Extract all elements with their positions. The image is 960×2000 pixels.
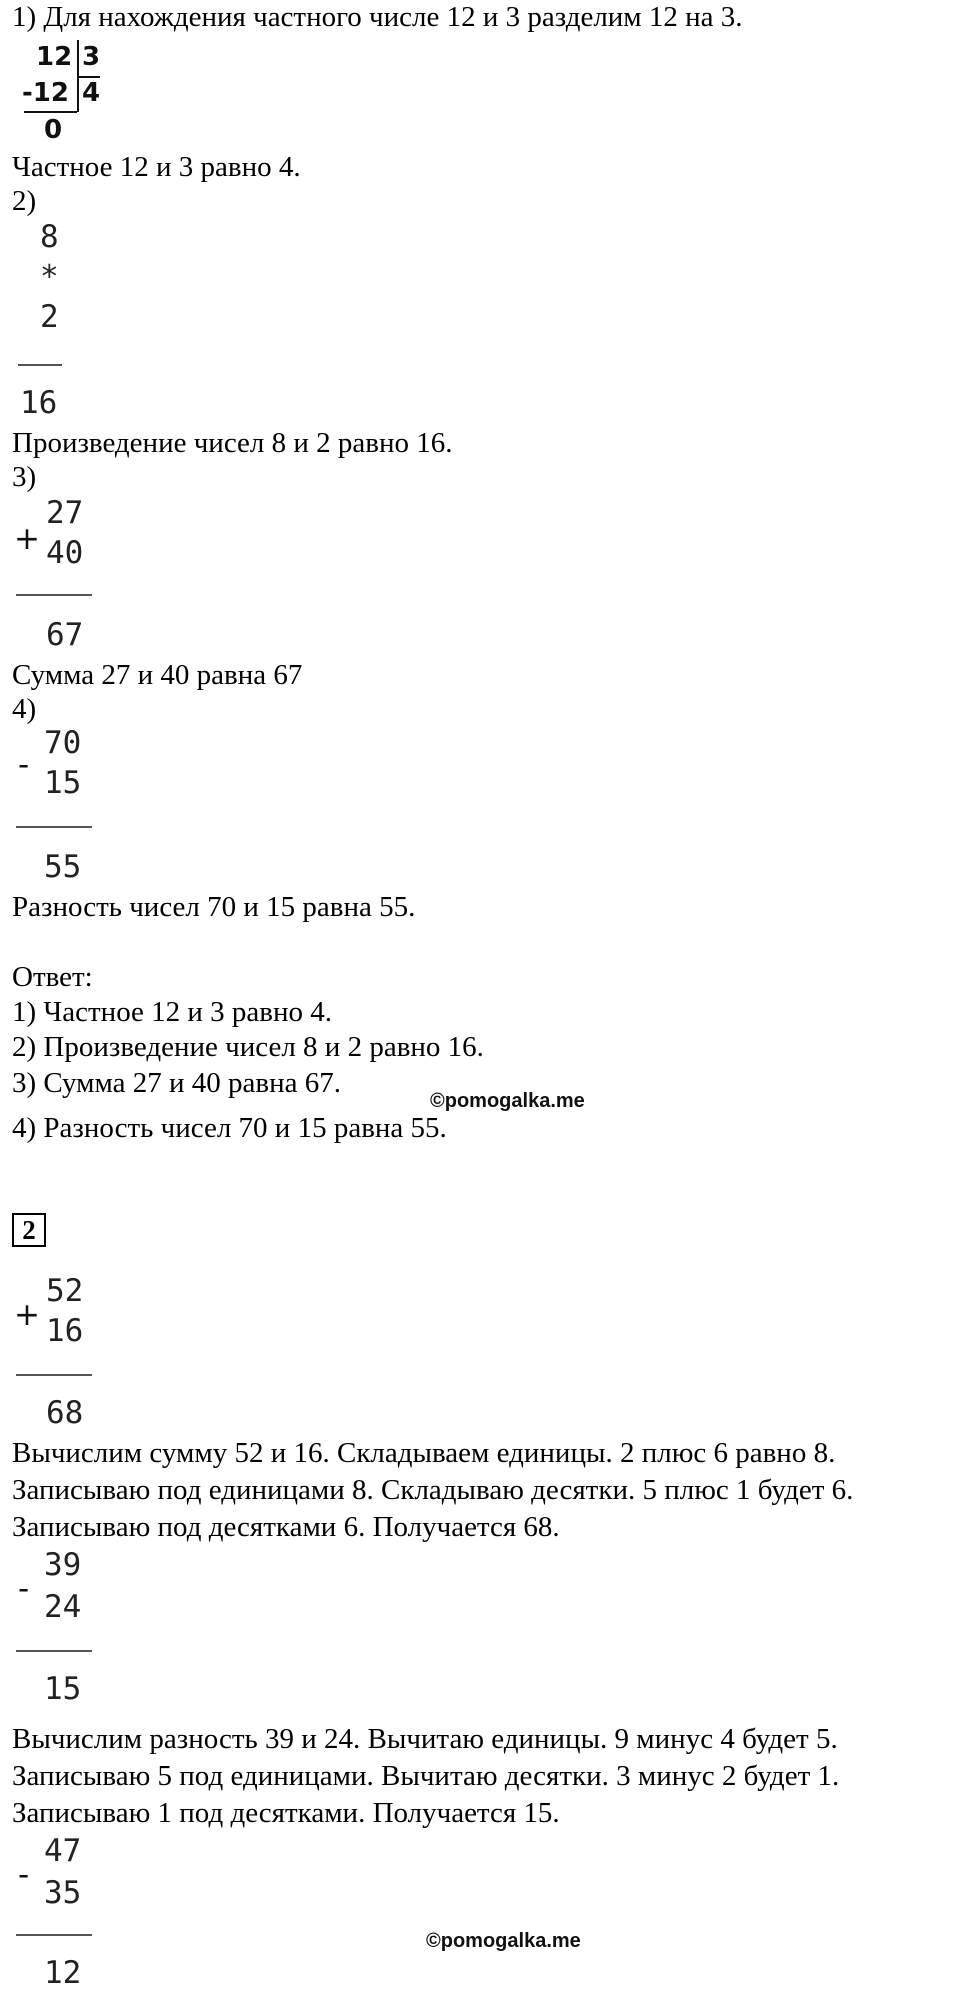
line-3: 2): [12, 185, 37, 217]
add2-operator: +: [14, 1297, 40, 1333]
sub3-result-line: [16, 1934, 92, 1936]
mul-result-line: [18, 364, 62, 366]
line-1: 1) Для нахождения частного числе 12 и 3 разделим 12 на 3.: [12, 1, 743, 33]
sub2-operand-a: 39: [44, 1547, 82, 1583]
para-1-line-1: Вычислим сумму 52 и 16. Складываем единицы. 2 плюс 6 равно 8.: [12, 1437, 836, 1469]
sub2-operator: -: [18, 1571, 30, 1607]
line-2: Частное 12 и 3 равно 4.: [12, 151, 301, 183]
add1-operand-b: 40: [46, 535, 84, 571]
line-8: Разность чисел 70 и 15 равна 55.: [12, 891, 416, 923]
answer-4: 4) Разность чисел 70 и 15 равна 55.: [12, 1112, 447, 1144]
line-7: 4): [12, 693, 37, 725]
answer-title: Ответ:: [12, 961, 93, 993]
add1-operand-a: 27: [46, 495, 84, 531]
line-5: 3): [12, 461, 37, 493]
para-1-line-3: Записываю под десятками 6. Получается 68.: [12, 1511, 560, 1543]
task-number-box: 2: [12, 1213, 46, 1247]
answer-2: 2) Произведение чисел 8 и 2 равно 16.: [12, 1031, 484, 1063]
add2-result-line: [16, 1374, 92, 1376]
para-2-line-1: Вычислим разность 39 и 24. Вычитаю единицы. 9 минус 4 будет 5.: [12, 1723, 838, 1755]
sub2-result: 15: [44, 1671, 82, 1707]
mul-result: 16: [20, 385, 58, 421]
mul-operand-a: 8: [40, 219, 59, 255]
division-remainder: 0: [44, 115, 63, 145]
sub3-operand-b: 35: [44, 1875, 82, 1911]
sub3-operator: -: [18, 1857, 30, 1893]
division-divisor: 3: [82, 42, 101, 72]
answer-1: 1) Частное 12 и 3 равно 4.: [12, 996, 333, 1028]
add2-operand-b: 16: [46, 1313, 84, 1349]
mul-operand-b: 2: [40, 299, 59, 335]
division-dividend: 12: [36, 42, 73, 72]
add1-operator: +: [14, 521, 40, 557]
division-quotient: 4: [82, 78, 101, 108]
add2-operand-a: 52: [46, 1273, 84, 1309]
line-6: Сумма 27 и 40 равна 67: [12, 659, 303, 691]
division-subtrahend: -12: [22, 78, 69, 108]
sub1-result-line: [16, 826, 92, 828]
watermark-1: ©pomogalka.me: [430, 1090, 585, 1112]
sub2-operand-b: 24: [44, 1589, 82, 1625]
para-2-line-2: Записываю 5 под единицами. Вычитаю десятки. 3 минус 2 будет 1.: [12, 1760, 840, 1792]
sub1-operand-b: 15: [44, 765, 82, 801]
mul-operator: *: [40, 259, 59, 295]
line-4: Произведение чисел 8 и 2 равно 16.: [12, 427, 453, 459]
sub2-result-line: [16, 1650, 92, 1652]
sub1-result: 55: [44, 849, 82, 885]
para-1-line-2: Записываю под единицами 8. Складываю десятки. 5 плюс 1 будет 6.: [12, 1474, 854, 1506]
division-underline: [24, 111, 77, 113]
add1-result-line: [16, 594, 92, 596]
sub1-operand-a: 70: [44, 725, 82, 761]
para-2-line-3: Записываю 1 под десятками. Получается 15.: [12, 1797, 560, 1829]
answer-3: 3) Сумма 27 и 40 равна 67.: [12, 1067, 341, 1099]
add2-result: 68: [46, 1395, 84, 1431]
sub3-result: 12: [44, 1955, 82, 1991]
sub3-operand-a: 47: [44, 1833, 82, 1869]
add1-result: 67: [46, 617, 84, 653]
sub1-operator: -: [18, 747, 30, 783]
watermark-2: ©pomogalka.me: [426, 1930, 581, 1952]
